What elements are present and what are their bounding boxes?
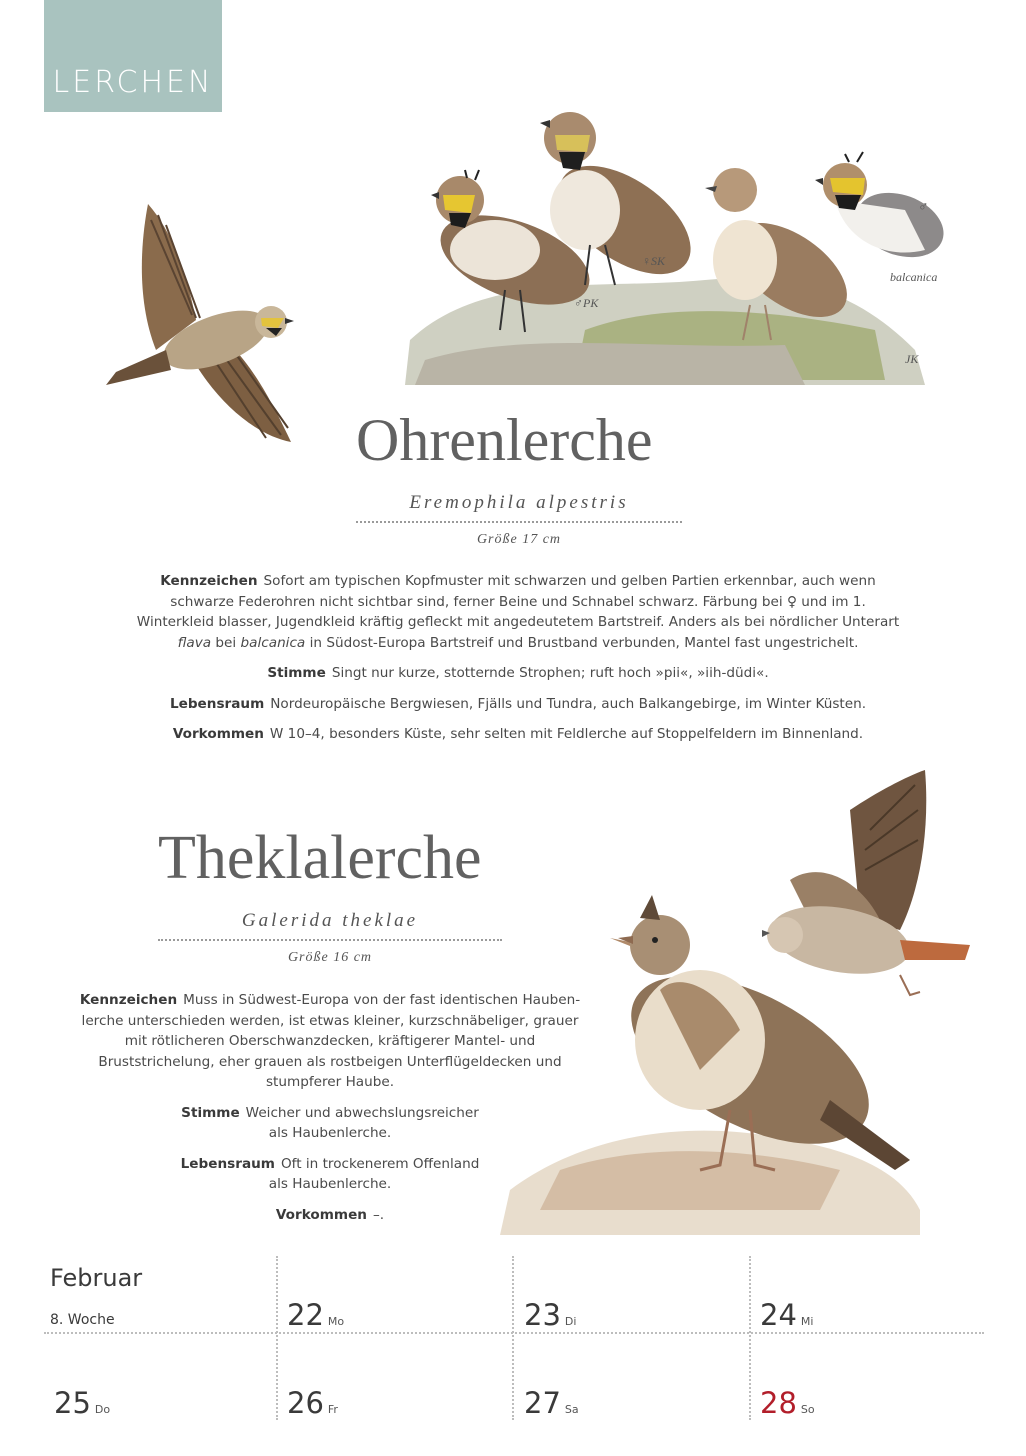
calendar-divider: [749, 1256, 751, 1420]
species2-kennzeichen: Kennzeichen Muss in Südwest-Europa von der fast identischen Hauben-lerche unterschieden werden, ist etwas kleiner, kurzschnäbeliger, grauer mit rötlicheren Oberschwanzdecken, kräftigerer Mantel- und Bruststrichelung, eher grauen als rostbeigen Unterflügeldecken und stumpferer Haube.: [79, 992, 581, 1090]
calendar-day-25[interactable]: 25 Do: [54, 1386, 111, 1420]
calendar-row-divider: [44, 1332, 984, 1334]
species2-latin-name: Galerida theklae: [241, 910, 419, 931]
lebensraum-label: Lebensraum: [169, 695, 265, 712]
species1-lebensraum: Lebensraum Nordeuropäische Bergwiesen, Fjälls und Tundra, auch Balkangebirge, im Winter Küsten.: [169, 695, 867, 712]
label-jk: JK: [905, 352, 919, 366]
species1-size: Größe 17 cm: [476, 532, 562, 547]
calendar-day-27[interactable]: 27 Sa: [524, 1386, 579, 1420]
flying-lark-illustration: [96, 200, 296, 450]
week-calendar: [0, 1256, 1026, 1456]
calendar-divider: [512, 1256, 514, 1420]
calendar-divider: [276, 1256, 278, 1420]
horned-lark-plate-illustration: [405, 100, 950, 385]
species2-divider: [158, 939, 502, 941]
species2-title: Theklalerche: [158, 824, 482, 892]
thekla-lark-illustration: [500, 770, 980, 1235]
label-balcanica: balcanica: [890, 270, 938, 284]
calendar-day-28[interactable]: 28 So: [760, 1386, 815, 1420]
vorkommen-label: Vorkommen: [172, 726, 264, 742]
species2-size: Größe 16 cm: [287, 950, 373, 965]
calendar-day-26[interactable]: 26 Fr: [287, 1386, 338, 1420]
kennzeichen-label: Kennzeichen: [160, 573, 258, 589]
species1-latin-name: Eremophila alpestris: [409, 492, 629, 513]
stimme-label: Stimme: [267, 665, 326, 681]
species1-title: Ohrenlerche: [356, 407, 653, 473]
calendar-week: 8. Woche: [50, 1312, 115, 1328]
species1-description: [130, 571, 906, 755]
calendar-day-24[interactable]: 24 Mi: [760, 1298, 814, 1332]
species1-kennzeichen: Kennzeichen Sofort am typischen Kopfmuster mit schwarzen und gelben Partien erkennbar, auch wenn schwarze Federohren nicht sichtbar sind, ferner Beine und Schnabel schwarz. Färbung bei ♀ und im 1. Winterkleid blasser, Jugendkleid kräftig gefleckt mit angedeutetem Bartstreif. Anders als bei nördlicher Unterart flava bei balcanica in Südost-Europa Bartstreif und Brustband verbunden, Mantel fast ungestrichelt.: [136, 573, 900, 651]
label-male: ♂: [918, 200, 929, 215]
species1-stimme: Stimme Singt nur kurze, stotternde Strophen; ruft hoch »pii«, »iih-düdi«.: [267, 665, 769, 681]
stimme-label: Stimme: [181, 1104, 240, 1121]
section-tab: [44, 0, 222, 112]
calendar-month: Februar: [50, 1264, 143, 1292]
lebensraum-label: Lebensraum: [180, 1155, 275, 1172]
species1-vorkommen: Vorkommen W 10–4, besonders Küste, sehr selten mit Feldlerche auf Stoppelfeldern im Binnenland.: [172, 726, 864, 742]
label-female-sk: ♀SK: [642, 254, 666, 268]
species2-stimme: Stimme Weicher und abwechslungsreicher als Haubenlerche.: [181, 1104, 479, 1141]
species1-divider: [356, 521, 682, 523]
label-male-pk: ♂PK: [574, 296, 599, 310]
section-tab-label: LERCHEN: [52, 65, 214, 100]
kennzeichen-label: Kennzeichen: [79, 992, 178, 1008]
calendar-day-23[interactable]: 23 Di: [524, 1298, 577, 1332]
vorkommen-label: Vorkommen: [275, 1206, 367, 1223]
calendar-day-22[interactable]: 22 Mo: [287, 1298, 345, 1332]
species2-vorkommen: Vorkommen –.: [275, 1206, 385, 1223]
species2-lebensraum: Lebensraum Oft in trockenerem Offenland als Haubenlerche.: [180, 1155, 480, 1192]
